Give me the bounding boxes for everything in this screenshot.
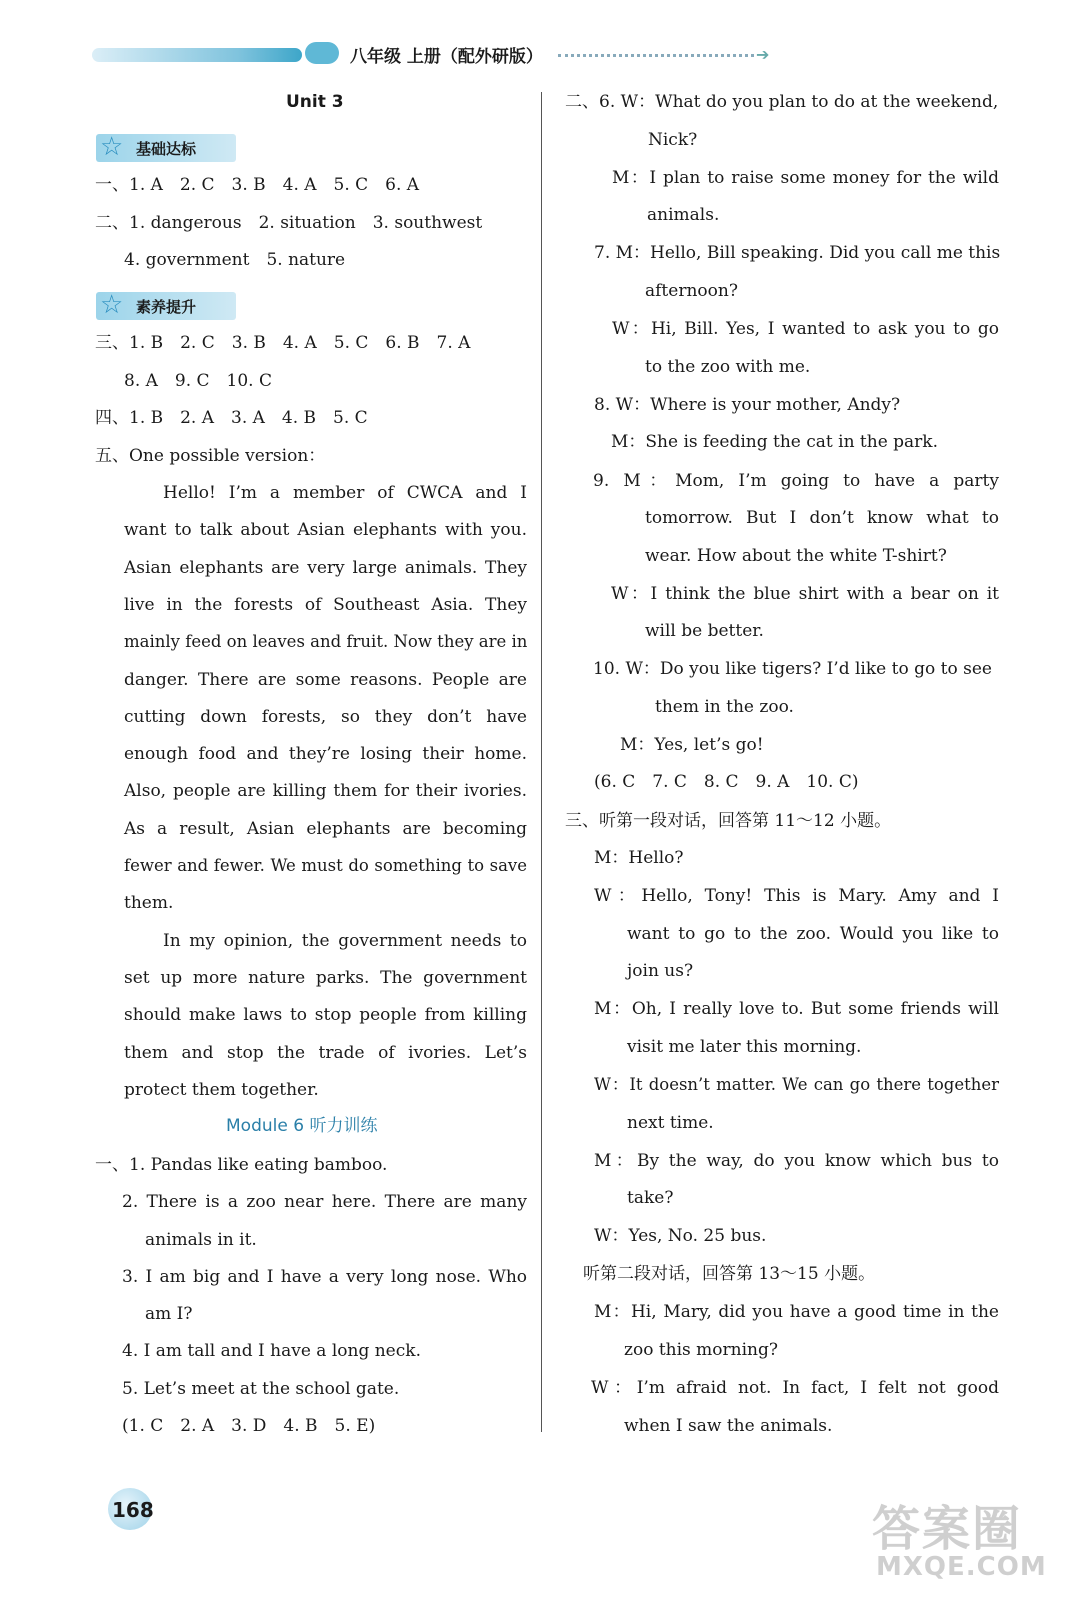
- essay-line: them.: [124, 893, 174, 913]
- dialogue-line: wear. How about the white T-shirt?: [645, 546, 947, 566]
- header-dotted-line: [558, 54, 754, 57]
- essay-line: mainly feed on leaves and fruit. Now they are in: [124, 632, 528, 651]
- answer-line: 四、1. B 2. A 3. A 4. B 5. C: [95, 408, 368, 428]
- dialogue-line: W：Hello, Tony! This is Mary. Amy and I: [594, 886, 999, 906]
- arrow-right-icon: ➔: [756, 45, 770, 64]
- answer-line: 4. government 5. nature: [124, 250, 346, 270]
- dialogue-line: 二、6. W：What do you plan to do at the weekend,: [565, 92, 999, 112]
- essay-line: Also, people are killing them for their ivories.: [124, 781, 527, 801]
- essay-line: Asian elephants are very large animals. They: [124, 558, 527, 578]
- dialogue-line: afternoon?: [645, 281, 738, 301]
- section-instruction: 听第二段对话，回答第 13～15 小题。: [583, 1264, 876, 1284]
- page-header: [92, 38, 770, 74]
- essay-line: In my opinion, the government needs to: [163, 931, 527, 951]
- dialogue-line: zoo this morning?: [624, 1340, 778, 1360]
- listening-line: 2. There is a zoo near here. There are many: [122, 1192, 527, 1212]
- section-badge-advanced: [96, 292, 236, 320]
- dialogue-line: W：It doesn’t matter. We can go there together: [594, 1075, 999, 1094]
- dialogue-line: M：Oh, I really love to. But some friends will: [594, 999, 999, 1019]
- essay-line: danger. There are some reasons. People are: [124, 670, 527, 690]
- dialogue-line: animals.: [647, 205, 720, 225]
- answer-line: 一、1. A 2. C 3. B 4. A 5. C 6. A: [95, 175, 420, 195]
- dialogue-line: take?: [627, 1188, 674, 1208]
- dialogue-line: will be better.: [645, 621, 764, 641]
- dialogue-line: M：Hello?: [594, 848, 684, 868]
- watermark-logo: [872, 1490, 1052, 1590]
- header-logo-icon: [305, 42, 339, 64]
- listening-answer: (6. C 7. C 8. C 9. A 10. C): [594, 772, 859, 792]
- essay-line: enough food and they’re losing their home.: [124, 744, 527, 764]
- dialogue-line: M：By the way, do you know which bus to: [594, 1151, 999, 1171]
- dialogue-line: M：She is feeding the cat in the park.: [611, 432, 939, 452]
- essay-line: should make laws to stop people from killing: [124, 1005, 527, 1025]
- dialogue-line: them in the zoo.: [655, 697, 794, 717]
- essay-line: set up more nature parks. The government: [124, 968, 527, 988]
- page-number: 168: [112, 1498, 154, 1522]
- answer-line: 8. A 9. C 10. C: [124, 371, 272, 391]
- unit-title: Unit 3: [286, 92, 344, 112]
- dialogue-line: next time.: [627, 1113, 714, 1133]
- answer-line: 五、One possible version：: [95, 446, 326, 466]
- dialogue-line: tomorrow. But I don’t know what to: [645, 508, 999, 528]
- section-badge-label: 基础达标: [136, 140, 197, 158]
- listening-line: 5. Let’s meet at the school gate.: [122, 1379, 400, 1399]
- answer-line: 三、1. B 2. C 3. B 4. A 5. C 6. B 7. A: [95, 333, 471, 353]
- watermark-text-top: 答案圈: [872, 1501, 1023, 1557]
- essay-line: protect them together.: [124, 1080, 319, 1100]
- dialogue-line: join us?: [627, 961, 694, 981]
- listening-line: 3. I am big and I have a very long nose. Who: [122, 1267, 527, 1287]
- essay-line: Hello! I’m a member of CWCA and I: [163, 483, 527, 503]
- listening-line: 一、1. Pandas like eating bamboo.: [95, 1155, 388, 1175]
- essay-line: cutting down forests, so they don’t have: [124, 707, 527, 727]
- dialogue-line: W：Hi, Bill. Yes, I wanted to ask you to go: [612, 319, 999, 339]
- dialogue-line: 8. W：Where is your mother, Andy?: [594, 395, 901, 415]
- column-divider: [541, 92, 542, 1432]
- dialogue-line: want to go to the zoo. Would you like to: [627, 924, 999, 944]
- essay-line: As a result, Asian elephants are becoming: [124, 819, 527, 839]
- header-title: 八年级 上册（配外研版）: [350, 47, 543, 67]
- answer-line: 二、1. dangerous 2. situation 3. southwest: [95, 213, 483, 233]
- dialogue-line: visit me later this morning.: [627, 1037, 862, 1057]
- essay-line: want to talk about Asian elephants with you.: [124, 520, 527, 540]
- dialogue-line: 10. W：Do you like tigers? I’d like to go to see: [593, 659, 992, 679]
- section-instruction: 三、听第一段对话，回答第 11～12 小题。: [565, 811, 892, 831]
- header-decor-bar: [92, 48, 302, 62]
- star-icon: ☆: [100, 290, 124, 320]
- listening-line: 4. I am tall and I have a long neck.: [122, 1341, 421, 1361]
- module-title: Module 6 听力训练: [226, 1116, 378, 1136]
- dialogue-line: 9. M：Mom, I’m going to have a party: [593, 471, 999, 491]
- watermark-text-bottom: MXQE.COM: [876, 1552, 1047, 1582]
- dialogue-line: W：I think the blue shirt with a bear on it: [611, 584, 999, 604]
- dialogue-line: M：Hi, Mary, did you have a good time in the: [594, 1302, 999, 1322]
- essay-line: them and stop the trade of ivories. Let’s: [124, 1043, 527, 1063]
- listening-answer: (1. C 2. A 3. D 4. B 5. E): [122, 1416, 376, 1436]
- dialogue-line: Nick?: [648, 130, 698, 150]
- dialogue-line: W：Yes, No. 25 bus.: [594, 1226, 767, 1246]
- listening-line: am I?: [145, 1304, 193, 1324]
- dialogue-line: when I saw the animals.: [624, 1416, 833, 1436]
- dialogue-line: 7. M：Hello, Bill speaking. Did you call me this: [594, 243, 1001, 263]
- dialogue-line: M：I plan to raise some money for the wild: [612, 168, 999, 188]
- dialogue-line: M：Yes, let’s go!: [620, 735, 764, 755]
- section-badge-basic: [96, 134, 236, 162]
- star-icon: ☆: [100, 132, 124, 162]
- listening-line: animals in it.: [145, 1230, 257, 1250]
- essay-line: live in the forests of Southeast Asia. They: [124, 595, 527, 615]
- dialogue-line: W：I’m afraid not. In fact, I felt not good: [591, 1378, 999, 1398]
- section-badge-label: 素养提升: [136, 298, 197, 316]
- page-number-badge: [108, 1480, 168, 1540]
- dialogue-line: to the zoo with me.: [645, 357, 811, 377]
- essay-line: fewer and fewer. We must do something to save: [124, 856, 527, 875]
